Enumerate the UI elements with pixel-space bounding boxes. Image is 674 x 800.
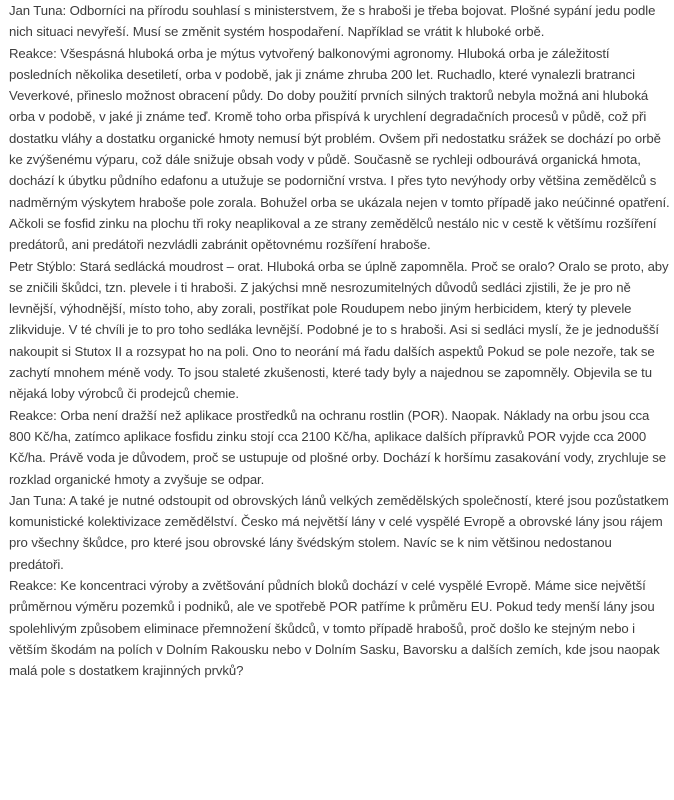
paragraph-jan-tuna-1: Jan Tuna: Odborníci na přírodu souhlasí s ministerstvem, že s hraboši je třeba bojovat. Plošné sypání jedu podle nich situaci nevyřeší. Musí se změnit systém hospodaření. Například se vrátit k hluboké orbě. <box>9 3 656 40</box>
paragraph-reakce-3: Reakce: Ke koncentraci výroby a zvětšování půdních bloků dochází v celé vyspělé Evropě. Máme sice největší průměrnou výměru pozemků i podniků, ale ve spotřebě POR patříme k průměru EU. Pokud tedy menší lány jsou spolehlivým způsobem eliminace přemnožení škůdců, v tomto případě hrabošů, proč došlo ke stejným nebo i větším škodám na polích v Dolním Rakousku nebo v Dolním Sasku, Bavorsku a dalších zemích, kde jsou naopak malá pole s dostatkem krajinných prvků? <box>9 578 660 679</box>
paragraph-petr-styblo: Petr Stýblo: Stará sedlácká moudrost – orat. Hluboká orba se úplně zapomněla. Proč se oralo? Oralo se proto, aby se zničili škůdci, tzn. plevele i ti hraboši. Z jakýchsi mně nesrozumitelných důvodů sedláci zjistili, že je pro ně levnější, výhodnější, místo toho, aby zorali, postříkat pole Roudupem nebo jiným herbicidem, který ty plevele zlikviduje. V té chvíli je to pro toho sedláka levnější. Podobné je to s hraboši. Asi si sedláci myslí, že je jednodušší nakoupit si Stutox II a rozsypat ho na poli. Ono to neorání má řadu dalších aspektů Pokud se pole nezoře, tak se zachytí mnohem méně vody. To jsou staleté zkušenosti, které tady byly a najednou se zapomněly. Objevila se tu nějaká loby výrobců či prodejců chemie. <box>9 258 669 402</box>
paragraph-jan-tuna-2: Jan Tuna: A také je nutné odstoupit od obrovských lánů velkých zemědělských společností, které jsou pozůstatkem komunistické kolektivizace zemědělství. Česko má největší lány v celé vyspělé Evropě a obrovské lány jsou rájem pro všechny škůdce, pro které jsou obrovské lány švédským stolem. Navíc se k nim většinou nedostanou predátoři. <box>9 492 669 572</box>
paragraph-reakce-2: Reakce: Orba není dražší než aplikace prostředků na ochranu rostlin (POR). Naopak. Náklady na orbu jsou cca 800 Kč/ha, zatímco aplikace fosfidu zinku stojí cca 2100 Kč/ha, aplikace dalších přípravků POR vyjde cca 2000 Kč/ha. Právě voda je důvodem, proč se ustupuje od plošné orby. Dochází k horšímu zasakování vody, zrychluje se rozklad organické hmoty a zvyšuje se odpar. <box>9 407 667 487</box>
paragraph-reakce-1: Reakce: Všespásná hluboká orba je mýtus vytvořený balkonovými agronomy. Hluboká orba je záležitostí posledních několika desetiletí, orba v podobě, jak ji známe zhruba 200 let. Ruchadlo, které vynalezli bratranci Veverkové, přineslo možnost obracení půdy. Do doby použití prvních silných traktorů nebyla možná ani hluboká orba v podobě, v jaké ji známe teď. Kromě toho orba přispívá k urychlení degradačních procesů v půdě, což při dostatku vláhy a dostatku organické hmoty nemusí být problém. Ovšem při nedostatku srážek se dochází po orbě ke zvýšenému výparu, což dále snižuje obsah vody v půdě. Současně se rychleji odbourává organická hmota, dochází k úbytku půdního edafonu a utužuje se podorniční vrstva. I přes tyto nevýhody orby většina zemědělců s nadměrným výskytem hraboše pole zorala. Bohužel orba se ukázala nejen v tomto případě jako neúčinné opatření. Ačkoli se fosfid zinku na plochu tři roky neaplikoval a ze strany zemědělců nestálo nic v cestě k většímu rozšíření predátorů, ani predátoři nezvládli zabránit opětovnému rozšíření hraboše. <box>9 45 670 253</box>
